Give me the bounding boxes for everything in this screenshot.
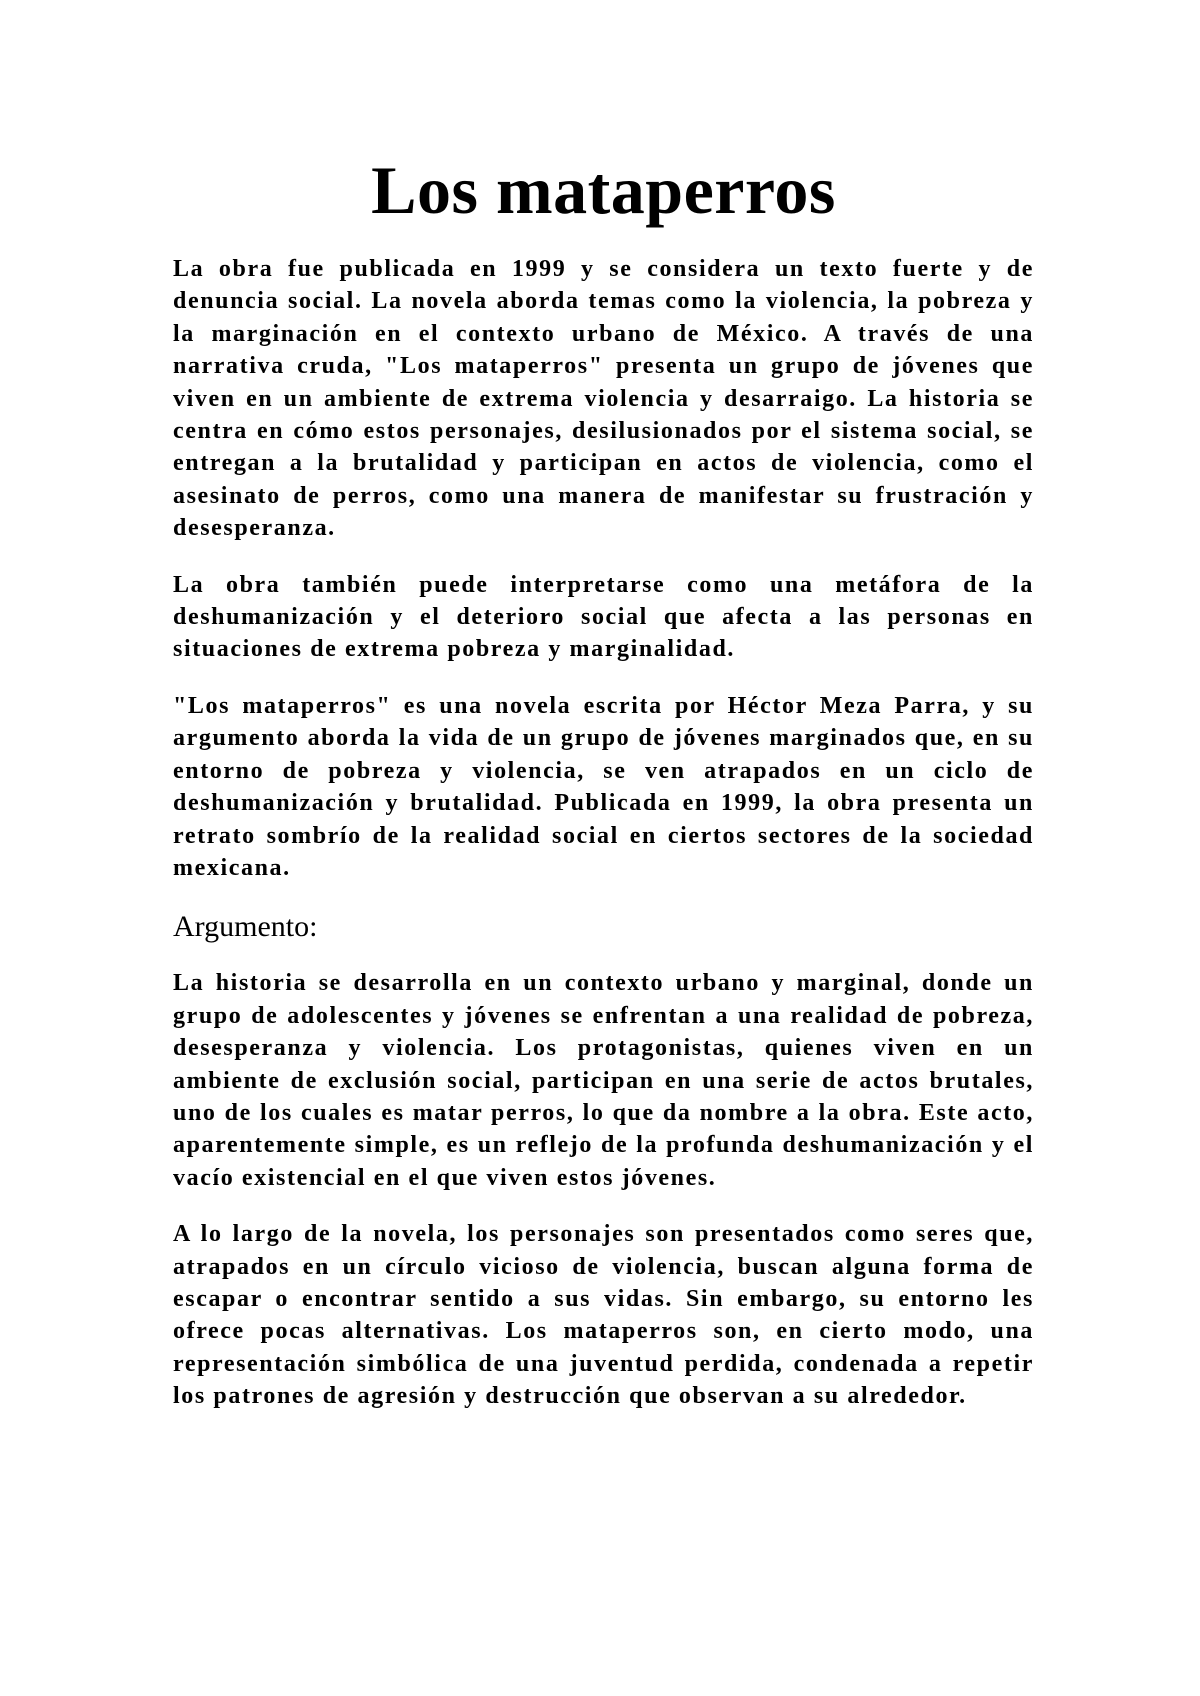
paragraph-metaphor: La obra también puede interpretarse como una metáfora de la deshumanización y el deterioro social que afecta a las personas en situaciones de extrema pobreza y marginalidad. — [173, 571, 1034, 663]
section-heading-argument: Argumento: — [173, 910, 318, 944]
document-title: Los mataperros — [371, 152, 836, 228]
paragraph-author: "Los mataperros" es una novela escrita por Héctor Meza Parra, y su argumento aborda la vida de un grupo de jóvenes marginados que, en su entorno de pobreza y violencia, se ven atrapados en un ciclo de deshumanización y brutalidad. Publicada en 1999, la obra presenta un retrato sombrío de la realidad social en ciertos sectores de la sociedad mexicana. — [173, 692, 1034, 881]
paragraph-argument-story: La historia se desarrolla en un contexto urbano y marginal, donde un grupo de adolescentes y jóvenes se enfrentan a una realidad de pobreza, desesperanza y violencia. Los protagonistas, quienes viven en un ambiente de exclusión social, participan en una serie de actos brutales, uno de los cuales es matar perros, lo que da nombre a la obra. Este acto, aparentemente simple, es un reflejo de la profunda deshumanización y el vacío existencial en el que viven estos jóvenes. — [173, 970, 1034, 1191]
paragraph-argument-characters: A lo largo de la novela, los personajes son presentados como seres que, atrapados en un círculo vicioso de violencia, buscan alguna forma de escapar o encontrar sentido a sus vidas. Sin embargo, su entorno les ofrece pocas alternativas. Los mataperros son, en cierto modo, una representación simbólica de una juventud perdida, condenada a repetir los patrones de agresión y destrucción que observan a su alrededor. — [173, 1221, 1034, 1410]
paragraph-publication: La obra fue publicada en 1999 y se considera un texto fuerte y de denuncia social. La novela aborda temas como la violencia, la pobreza y la marginación en el contexto urbano de México. A través de una narrativa cruda, "Los mataperros" presenta un grupo de jóvenes que viven en un ambiente de extrema violencia y desarraigo. La historia se centra en cómo estos personajes, desilusionados por el sistema social, se entregan a la brutalidad y participan en actos de violencia, como el asesinato de perros, como una manera de manifestar su frustración y desesperanza. — [173, 256, 1034, 542]
document-body — [173, 150, 1034, 1437]
